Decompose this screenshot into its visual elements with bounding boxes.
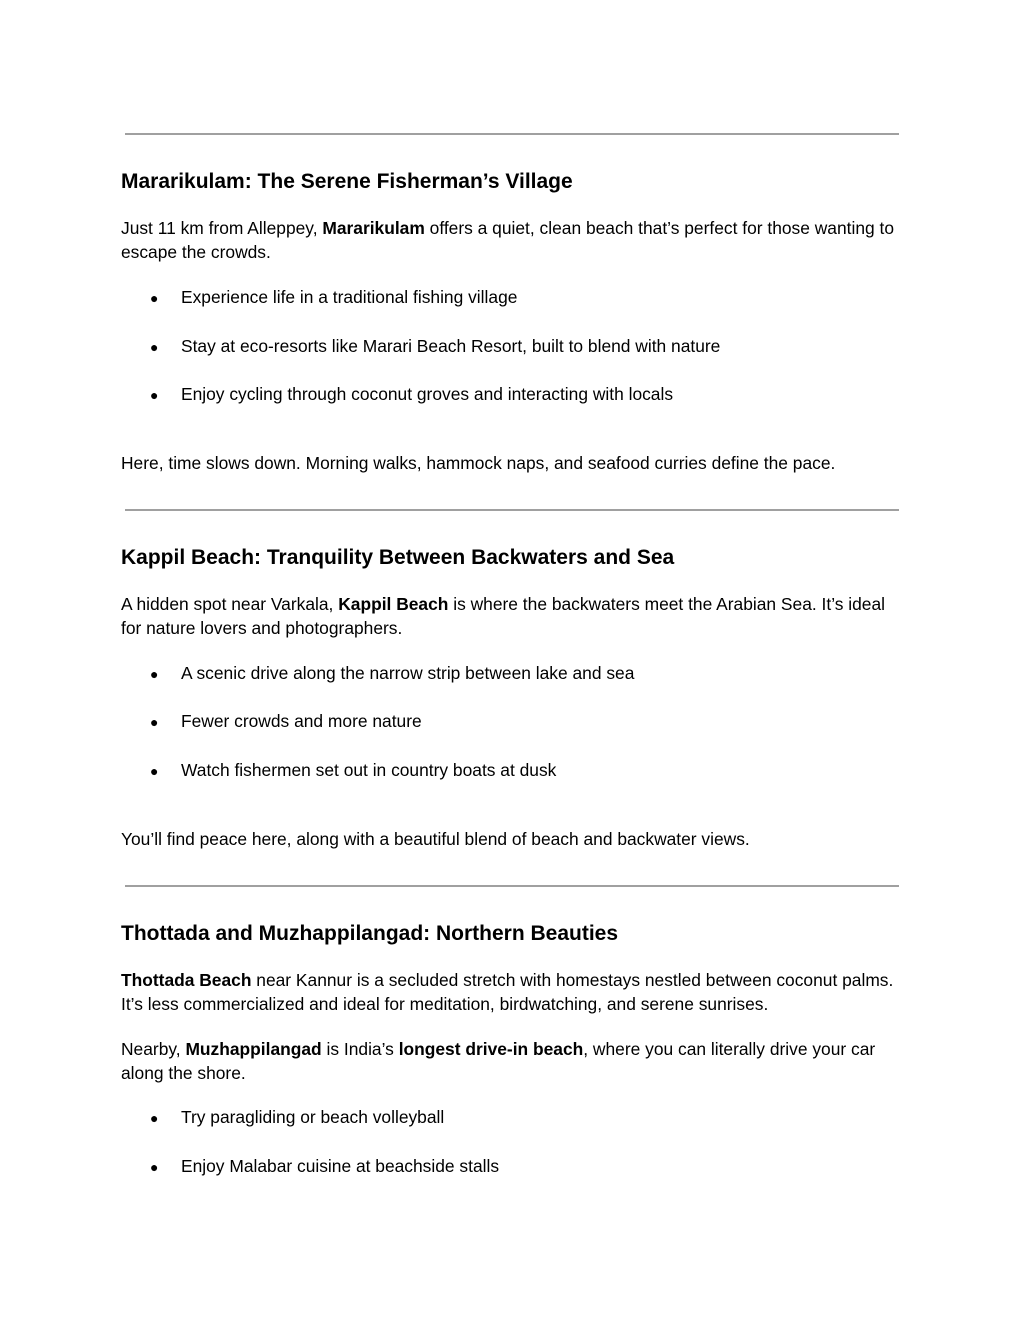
horizontal-rule	[125, 509, 899, 511]
list-item: ● Watch fishermen set out in country boats at dusk	[150, 758, 556, 783]
section-closing: Here, time slows down. Morning walks, hammock naps, and seafood curries define the pace.	[121, 453, 836, 473]
section-intro: Just 11 km from Alleppey, Mararikulam offers a quiet, clean beach that’s perfect for those wanting to escape the crowds.	[121, 218, 895, 262]
list-item: ● Enjoy Malabar cuisine at beachside stalls	[150, 1154, 499, 1179]
list-item: ● Enjoy cycling through coconut groves and interacting with locals	[150, 382, 673, 407]
bullet-icon: ●	[150, 339, 159, 355]
bullet-icon: ●	[150, 1110, 159, 1126]
list-item: ● Experience life in a traditional fishing village	[150, 285, 517, 310]
list-item: ● Stay at eco-resorts like Marari Beach Resort, built to blend with nature	[150, 334, 720, 359]
list-item: ● A scenic drive along the narrow strip between lake and sea	[150, 661, 634, 686]
bullet-icon: ●	[150, 763, 159, 779]
list-item: ● Fewer crowds and more nature	[150, 709, 422, 734]
bullet-icon: ●	[150, 666, 159, 682]
section-closing: You’ll find peace here, along with a beautiful blend of beach and backwater views.	[121, 829, 750, 849]
section-heading: Mararikulam: The Serene Fisherman’s Village	[121, 170, 573, 193]
section-intro: Thottada Beach near Kannur is a secluded stretch with homestays nestled between coconut palms. It’s less commercialized and ideal for meditation, birdwatching, and serene sunrises.	[121, 970, 894, 1014]
bullet-icon: ●	[150, 1159, 159, 1175]
section-heading: Thottada and Muzhappilangad: Northern Beauties	[121, 922, 619, 945]
section-intro: A hidden spot near Varkala, Kappil Beach is where the backwaters meet the Arabian Sea. It’s ideal for nature lovers and photographers.	[121, 594, 886, 638]
bullet-icon: ●	[150, 387, 159, 403]
list-item: ● Try paragliding or beach volleyball	[150, 1105, 444, 1130]
section-heading: Kappil Beach: Tranquility Between Backwaters and Sea	[121, 546, 675, 569]
horizontal-rule	[125, 133, 899, 135]
bullet-icon: ●	[150, 714, 159, 730]
horizontal-rule	[125, 885, 899, 887]
section-paragraph: Nearby, Muzhappilangad is India’s longest drive-in beach, where you can literally drive your car along the shore.	[121, 1039, 876, 1083]
bullet-icon: ●	[150, 290, 159, 306]
